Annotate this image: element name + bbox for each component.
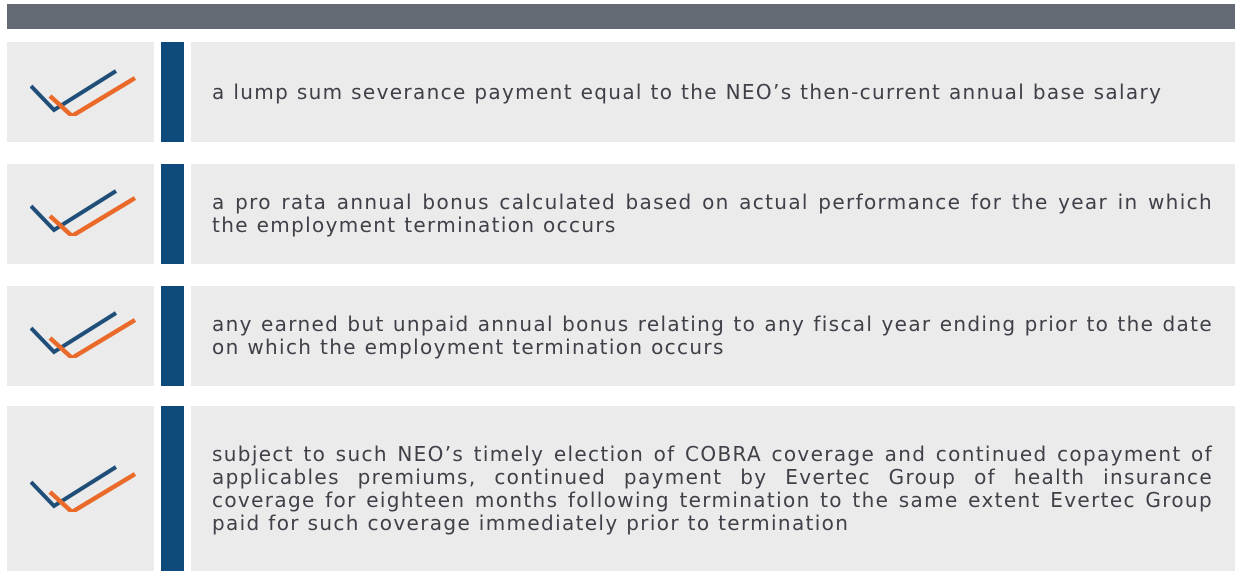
item-text: any earned but unpaid annual bonus relating to any fiscal year ending prior to the date on which the employment termination occurs (212, 312, 1213, 359)
text-cell (191, 286, 1235, 386)
item-text: a pro rata annual bonus calculated based on actual performance for the year in which the employment termination occurs (212, 190, 1213, 237)
list-item (7, 406, 1235, 571)
item-text: subject to such NEO’s timely election of COBRA coverage and continued copayment of applicables premiums, continued payment by Evertec Group of health insurance coverage for eighteen months following termination to the same extent Evertec Group paid for such coverage immediately prior to termination (212, 441, 1213, 535)
list-item (7, 286, 1235, 386)
text-cell (191, 42, 1235, 142)
row-divider (161, 406, 184, 571)
double-checkmark-icon (30, 188, 138, 236)
double-checkmark-icon (30, 68, 138, 116)
list-item (7, 164, 1235, 264)
text-cell (191, 406, 1235, 571)
list-item (7, 42, 1235, 142)
icon-cell (7, 286, 154, 386)
row-divider (161, 42, 184, 142)
header-bar (7, 4, 1235, 29)
double-checkmark-icon (30, 464, 138, 512)
item-text: a lump sum severance payment equal to the NEO’s then-current annual base salary (212, 79, 1163, 104)
icon-cell (7, 406, 154, 571)
text-cell (191, 164, 1235, 264)
double-checkmark-icon (30, 310, 138, 358)
row-divider (161, 286, 184, 386)
icon-cell (7, 42, 154, 142)
row-divider (161, 164, 184, 264)
icon-cell (7, 164, 154, 264)
